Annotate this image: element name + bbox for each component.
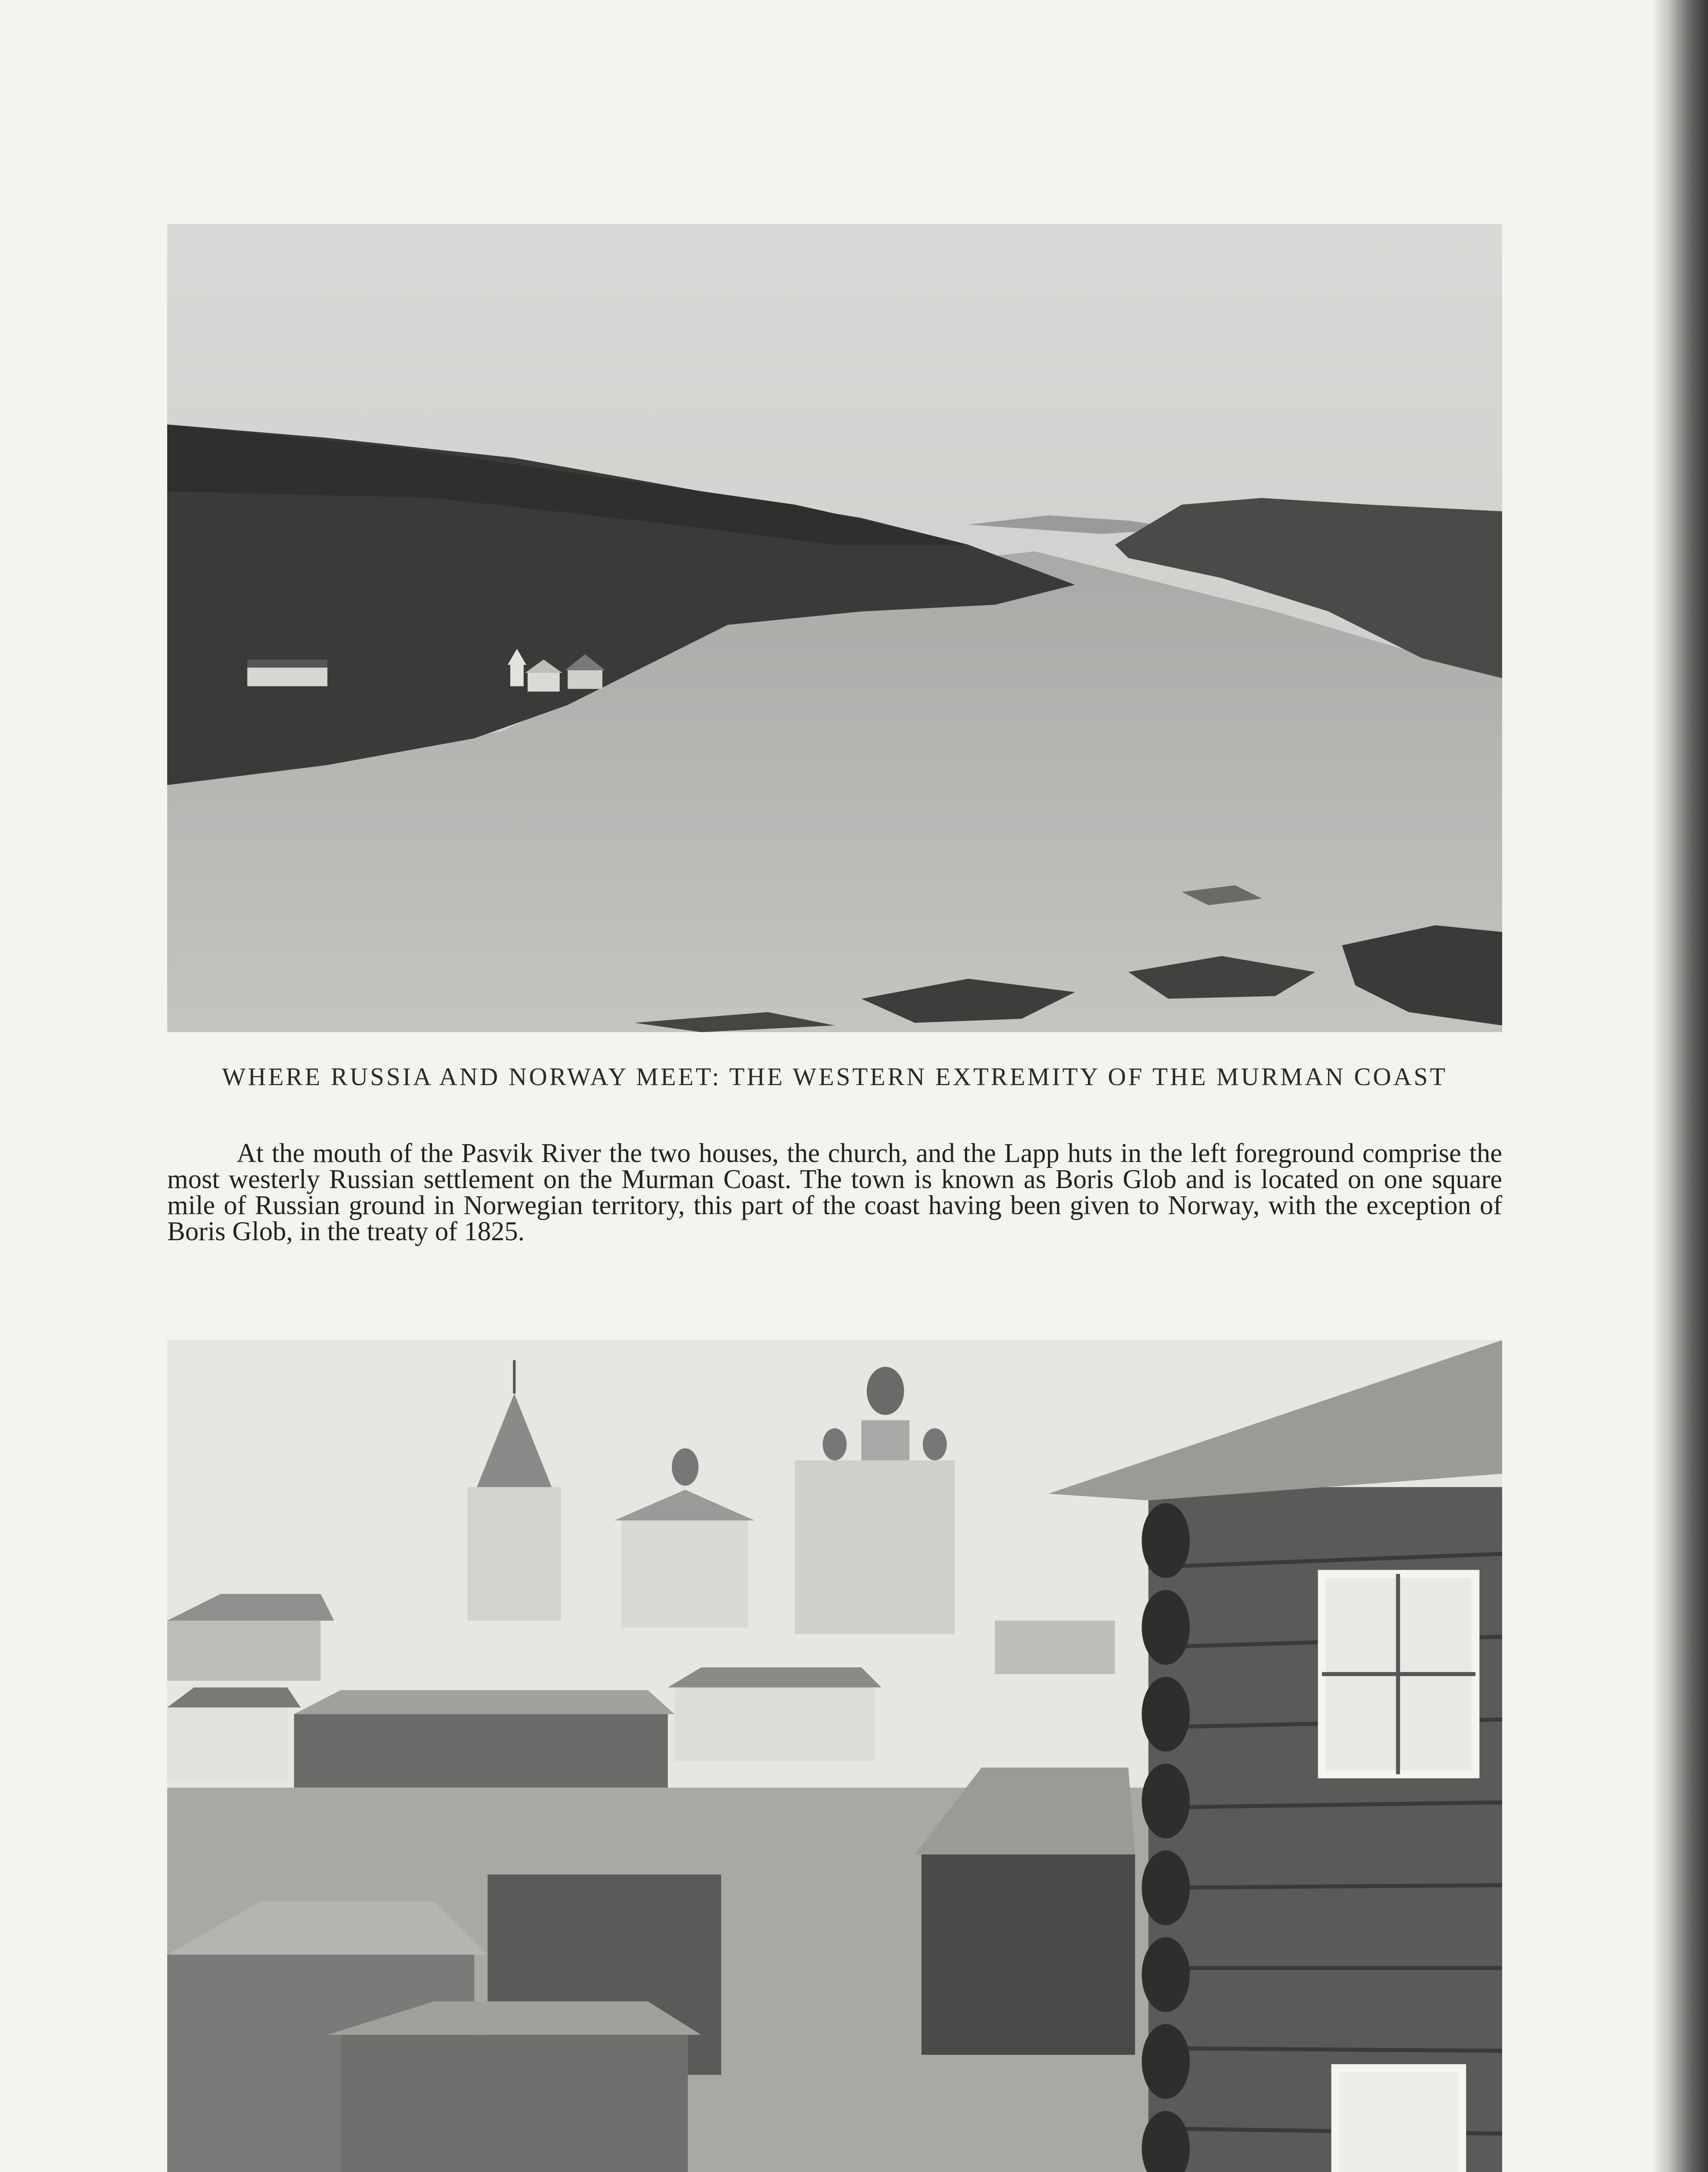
photo-white-sea-town: [167, 1340, 1502, 2172]
town-image: [167, 1340, 1502, 2172]
caption-paragraph-1: At the mouth of the Pasvik River the two houses, the church, and the Lapp huts in the left foreground comprise the most westerly Russian settlement on the Murman Coast. The town is known as Boris Glob and is located on one square mile of Russian ground in Norwegian territory, this part of the coast having been given to Norway, with the exception of Boris Glob, in the treaty of 1825.: [167, 1139, 1502, 1246]
caption-title-1: WHERE RUSSIA AND NORWAY MEET: THE WESTERN EXTREMITY OF THE MURMAN COAST: [221, 1063, 1448, 1091]
photo-pasvik-river: [167, 224, 1502, 1032]
binding-shadow: [1652, 0, 1708, 2172]
river-landscape-image: [167, 224, 1502, 1032]
caption-body-1: [167, 1140, 1502, 1245]
